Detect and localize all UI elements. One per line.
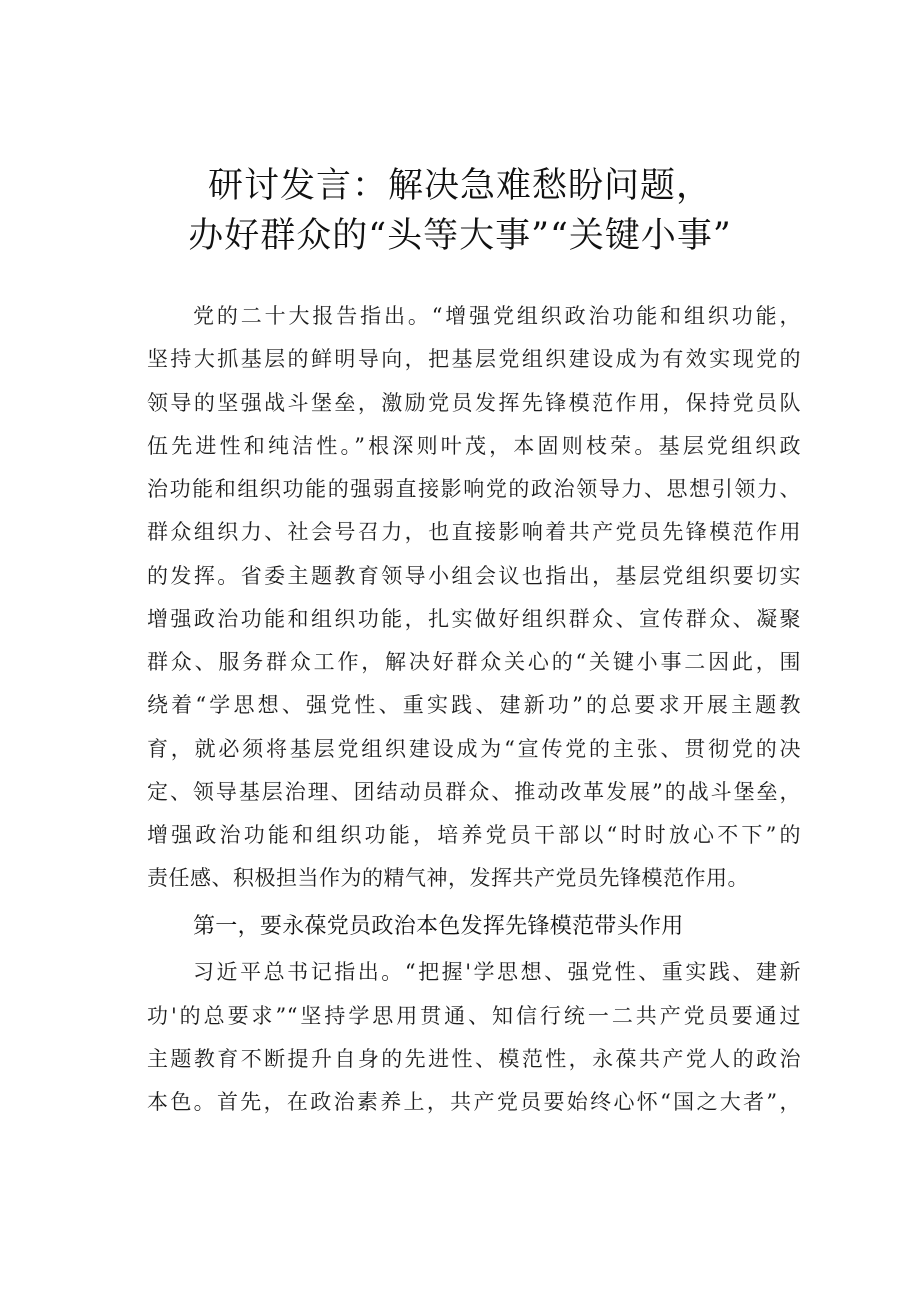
- paragraph-line: 伍先进性和纯洁性。”根深则叶茂，本固则枝荣。基层党组织政: [147, 434, 801, 458]
- paragraph-line: 的发挥。省委主题教育领导小组会议也指出，基层党组织要切实: [147, 564, 801, 588]
- paragraph-line: 本色。首先，在政治素养上，共产党员要始终心怀“国之大者”，: [147, 1090, 801, 1114]
- paragraph-line: 功'的总要求”“坚持学思用贯通、知信行统一二共产党员要通过: [147, 1004, 801, 1028]
- paragraph-line: 主题教育不断提升自身的先进性、模范性，永葆共产党人的政治: [147, 1047, 801, 1071]
- paragraph-line: 增强政治功能和组织功能，培养党员干部以“时时放心不下”的: [147, 823, 801, 847]
- paragraph-line: 领导的坚强战斗堡垒，激励党员发挥先锋模范作用，保持党员队: [147, 391, 801, 415]
- paragraph-line: 定、领导基层治理、团结动员群众、推动改革发展”的战斗堡垒，: [147, 780, 801, 804]
- paragraph-line: 坚持大抓基层的鲜明导向，把基层党组织建设成为有效实现党的: [147, 347, 801, 371]
- paragraph-line: 增强政治功能和组织功能，扎实做好组织群众、宣传群众、凝聚: [147, 607, 801, 631]
- paragraph-line: 群众组织力、社会号召力，也直接影响着共产党员先锋模范作用: [147, 520, 801, 544]
- document-title-line-2: 办好群众的“头等大事”“关键小事”: [188, 216, 732, 256]
- paragraph-line: 责任感、积极担当作为的精气神，发挥共产党员先锋模范作用。: [147, 866, 749, 890]
- paragraph-line: 育，就必须将基层党组织建设成为“宣传党的主张、贯彻党的决: [147, 737, 801, 761]
- paragraph-line: 绕着“学思想、强党性、重实践、建新功”的总要求开展主题教: [147, 693, 801, 717]
- section-heading: 第一，要永葆党员政治本色发挥先锋模范带头作用: [193, 914, 684, 939]
- paragraph-line: 习近平总书记指出。“把握'学思想、强党性、重实践、建新: [193, 960, 801, 984]
- document-title-line-1: 研讨发言：解决急难愁盼问题，: [207, 166, 712, 206]
- paragraph-line: 治功能和组织功能的强弱直接影响党的政治领导力、思想引领力、: [147, 477, 801, 501]
- paragraph-line: 党的二十大报告指出。“增强党组织政治功能和组织功能，: [193, 304, 801, 328]
- paragraph-line: 群众、服务群众工作，解决好群众关心的“关键小事二因此，围: [147, 650, 801, 674]
